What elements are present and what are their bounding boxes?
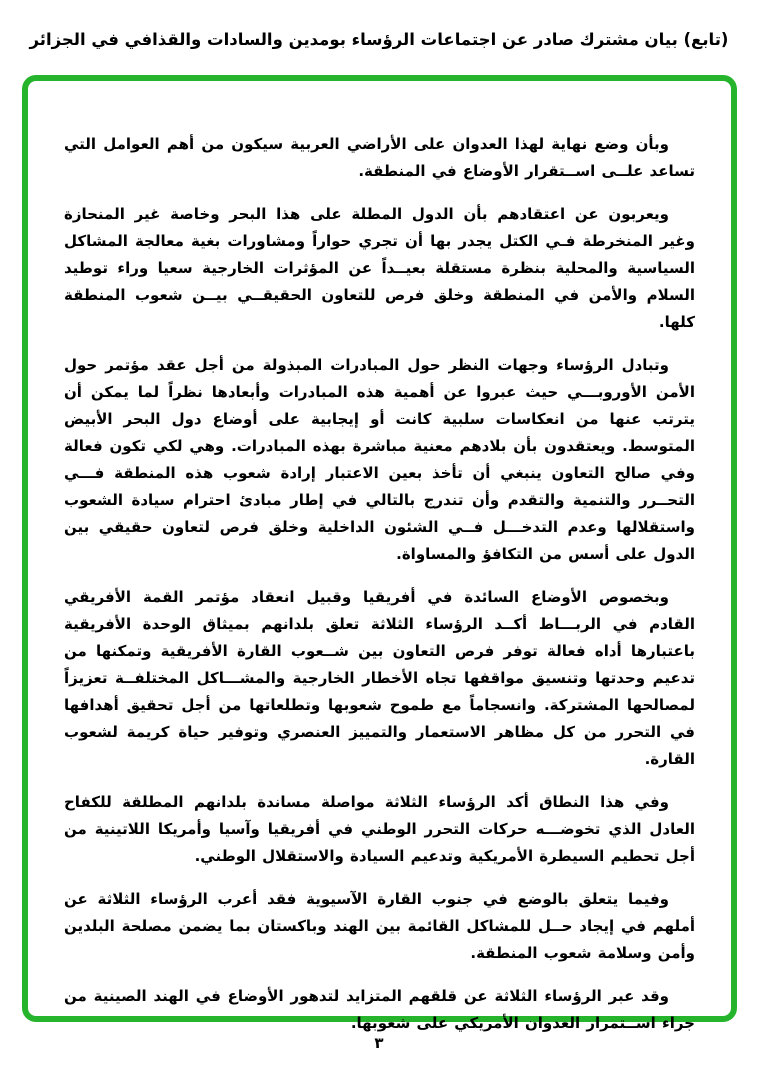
paragraph-2: ويعربون عن اعتقادهم بأن الدول المطلة على هذا البحر وخاصة غير المنحازة وغير المنخرطة فـي الكتل يجدر بها أن تجري حواراً ومشاورات بغية معالجة المشاكل السياسية والمحلية بنظرة مستقلة بعيــداً عن المؤثرات الخارجية سعيا وراء توطيد السلام والأمن في المنطقة وخلق فرص للتعاون الحقيقــي بيــن شعوب المنطقة كلها.: [64, 205, 695, 331]
document-body: [28, 81, 731, 1037]
page-title: (تابع) بيان مشترك صادر عن اجتماعات الرؤساء بومدين والسادات والقذافي في الجزائر: [29, 30, 729, 49]
document-frame: [22, 75, 737, 1032]
paragraph-1: وبأن وضع نهاية لهذا العدوان على الأراضي العربية سيكون من أهم العوامل التي تساعد علــى اســتقرار الأوضاع في المنطقة.: [64, 135, 695, 180]
paragraph-7: وقد عبر الرؤساء الثلاثة عن قلقهم المتزايد لتدهور الأوضاع في الهند الصينية من جراء اســتمرار العدوان الأمريكي على شعوبها.: [64, 987, 695, 1032]
paragraph-5: وفي هذا النطاق أكد الرؤساء الثلاثة مواصلة مساندة بلدانهم المطلقة للكفاح العادل الذي تخوضـــه حركات التحرر الوطني في أفريقيا وآسيا وأمريكا اللاتينية من أجل تحطيم السيطرة الأمريكية وتدعيم السيادة والاستقلال الوطني.: [64, 793, 695, 865]
paragraph-4: وبخصوص الأوضاع السائدة في أفريقيا وقبيل انعقاد مؤتمر القمة الأفريقي القادم في الربـــاط أكــد الرؤساء الثلاثة تعلق بلدانهم بميثاق الوحدة الأفريقية باعتبارها أداه فعالة توفر فرص التعاون بين شــعوب القارة الأفريقية وتمكنها من تدعيم وحدتها وتنسيق مواقفها تجاه الأخطار الخارجية والمشـــاكل المختلفــة تعزيزاً لمصالحها المشتركة. وانسجاماً مع طموح شعوبها وتطلعاتها من أجل تحقيق أهدافها في التحرر من كل مظاهر الاستعمار والتمييز العنصري وتوفير حياة كريمة لشعوب القارة.: [64, 588, 695, 768]
paragraph-3: وتبادل الرؤساء وجهات النظر حول المبادرات المبذولة من أجل عقد مؤتمر حول الأمن الأوروبـــي حيث عبروا عن أهمية هذه المبادرات وأبعادها نظراً لما يمكن أن يترتب عنها من انعكاسات سلبية كانت أو إيجابية على أوضاع دول البحر الأبيض المتوسط. ويعتقدون بأن بلادهم معنية مباشرة بهذه المبادرات. وهي لكي تكون فعالة وفي صالح التعاون ينبغي أن تأخذ بعين الاعتبار إرادة شعوب هذه المنطقة فـــي التحــرر والتنمية والتقدم وأن تندرج بالتالي في إطار مبادئ احترام سيادة الشعوب واستقلالها وعدم التدخـــل فــي الشئون الداخلية وخلق فرص لتعاون حقيقي بين الدول على أسس من التكافؤ والمساواة.: [64, 356, 695, 563]
page-number: ٣: [374, 1034, 384, 1052]
paragraph-6: وفيما يتعلق بالوضع في جنوب القارة الآسيوية فقد أعرب الرؤساء الثلاثة عن أملهم في إيجاد حــل للمشاكل القائمة بين الهند وباكستان بما يضمن مصلحة البلدين وأمن وسلامة شعوب المنطقة.: [64, 890, 695, 962]
